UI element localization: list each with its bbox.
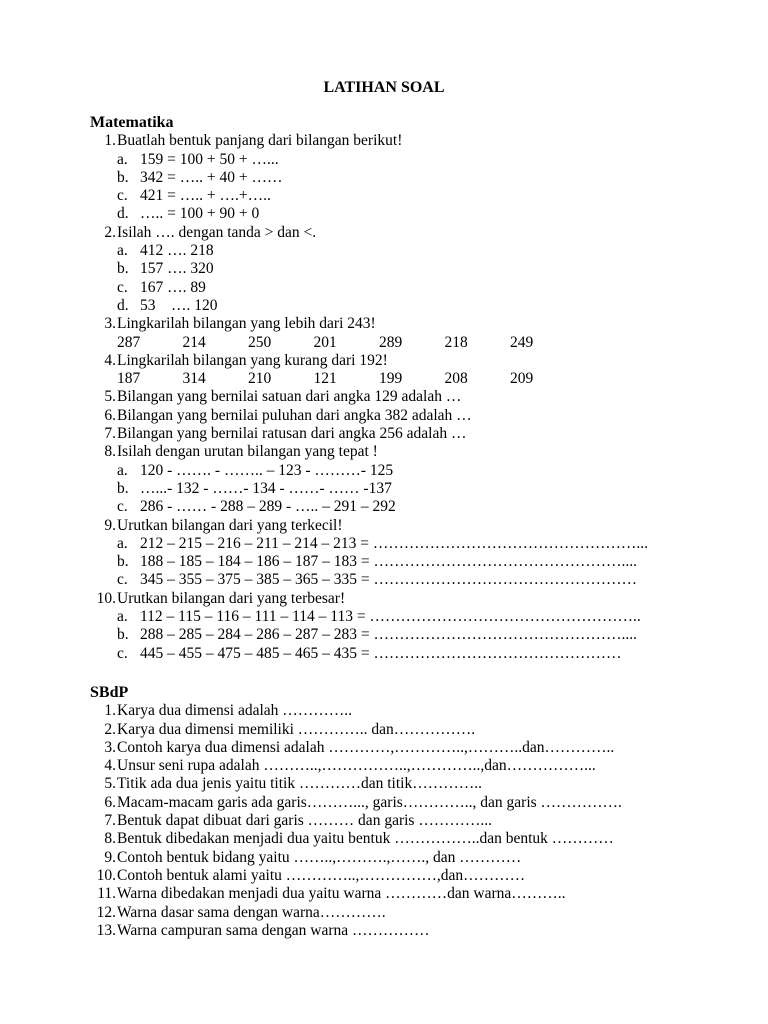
sbdp-question xyxy=(90,885,730,903)
number-option: 121 xyxy=(313,370,337,388)
question-text: Warna dibedakan menjadi dua yaitu warna …………dan warna……….. xyxy=(117,885,566,903)
sub-item xyxy=(90,626,730,644)
number-option: 250 xyxy=(248,333,272,351)
sub-item-mark: a. xyxy=(117,150,128,168)
question-number: 4. xyxy=(104,351,116,369)
question-number: 9. xyxy=(104,848,116,866)
sub-item-mark: a. xyxy=(117,608,128,626)
sub-item xyxy=(90,608,730,626)
sub-item-text: 188 – 185 – 184 – 186 – 187 – 183 = ………………………………………….... xyxy=(140,553,637,571)
number-option: 201 xyxy=(313,333,337,351)
question-text: Titik ada dua jenis yaitu titik …………dan titik………….. xyxy=(117,775,482,793)
sub-item-text: 167 …. 89 xyxy=(140,278,206,296)
sub-item-mark: c. xyxy=(117,571,128,589)
matematika-section xyxy=(90,114,730,663)
question-number: 6. xyxy=(104,406,116,424)
sub-item-text: ….. = 100 + 90 + 0 xyxy=(140,205,260,223)
question-text: Macam-macam garis ada garis………..., garis………….., dan garis ……………. xyxy=(117,793,622,811)
question-number: 10. xyxy=(96,589,116,607)
number-option: 187 xyxy=(117,370,141,388)
sub-item xyxy=(90,553,730,571)
question-text: Lingkarilah bilangan yang lebih dari 243! xyxy=(117,315,376,333)
question-number: 5. xyxy=(104,775,116,793)
question-text: Bentuk dapat dibuat dari garis ……… dan garis …………... xyxy=(117,812,492,830)
sub-item-text: 345 – 355 – 375 – 385 – 365 – 335 = …………………………………………… xyxy=(140,571,637,589)
question-3 xyxy=(90,315,730,333)
sub-item xyxy=(90,462,730,480)
number-option: 208 xyxy=(444,370,468,388)
sub-item-mark: d. xyxy=(117,205,129,223)
number-option: 314 xyxy=(182,370,206,388)
sbdp-question xyxy=(90,757,730,775)
sub-item xyxy=(90,169,730,187)
question-text: Bilangan yang bernilai satuan dari angka 129 adalah … xyxy=(117,388,462,406)
question-9 xyxy=(90,517,730,535)
sub-item-text: 53 …. 120 xyxy=(140,296,218,314)
page-title: LATIHAN SOAL xyxy=(323,79,445,96)
sub-item xyxy=(90,498,730,516)
question-number: 7. xyxy=(104,812,116,830)
sub-item-mark: b. xyxy=(117,553,129,571)
sub-item-mark: b. xyxy=(117,168,129,186)
sub-item xyxy=(90,571,730,589)
sub-item xyxy=(90,205,730,223)
sub-item-mark: c. xyxy=(117,278,128,296)
question-number: 7. xyxy=(104,425,116,443)
sub-item-text: 288 – 285 – 284 – 286 – 287 – 283 = ………………………………………….... xyxy=(140,626,637,644)
question-8 xyxy=(90,443,730,461)
question-6 xyxy=(90,407,730,425)
question-text: Unsur seni rupa adalah ………..,……………..,…………..,dan……………... xyxy=(117,757,596,775)
question-text: Bentuk dibedakan menjadi dua yaitu bentuk ……………..dan bentuk ………… xyxy=(117,830,614,848)
question-number: 4. xyxy=(104,757,116,775)
sub-item-text: 157 …. 320 xyxy=(140,260,214,278)
question-number: 8. xyxy=(104,830,116,848)
sbdp-question xyxy=(90,702,730,720)
question-number: 2. xyxy=(104,720,116,738)
number-options-row xyxy=(90,370,730,388)
question-number: 2. xyxy=(104,223,116,241)
sub-item-text: 445 – 455 – 475 – 485 – 465 – 435 = ………………………………………… xyxy=(140,644,622,662)
sbdp-section xyxy=(90,684,730,940)
sub-item xyxy=(90,151,730,169)
sbdp-question xyxy=(90,739,730,757)
number-option: 209 xyxy=(510,370,534,388)
sub-item-text: 412 …. 218 xyxy=(140,242,214,260)
number-option: 218 xyxy=(444,333,468,351)
sub-item xyxy=(90,187,730,205)
sub-item-mark: d. xyxy=(117,296,129,314)
sub-item xyxy=(90,645,730,663)
question-number: 5. xyxy=(104,388,116,406)
question-number: 9. xyxy=(104,516,116,534)
number-option: 249 xyxy=(510,333,534,351)
question-number: 11. xyxy=(97,885,116,903)
sbdp-question xyxy=(90,775,730,793)
sub-item-text: 120 - ……. - …….. – 123 - ………- 125 xyxy=(140,461,394,479)
question-number: 12. xyxy=(96,903,116,921)
sbdp-heading: SBdP xyxy=(90,684,129,701)
sub-item xyxy=(90,260,730,278)
sub-item-mark: a. xyxy=(117,461,128,479)
question-text: Warna campuran sama dengan warna …………… xyxy=(117,921,430,939)
question-number: 3. xyxy=(104,738,116,756)
question-10 xyxy=(90,590,730,608)
sub-item-mark: c. xyxy=(117,644,128,662)
question-text: Bilangan yang bernilai ratusan dari angka 256 adalah … xyxy=(117,425,467,443)
sbdp-question xyxy=(90,721,730,739)
question-4 xyxy=(90,352,730,370)
sub-item xyxy=(90,242,730,260)
sub-item-text: 112 – 115 – 116 – 111 – 114 – 113 = …………………………………………….. xyxy=(140,608,641,626)
sub-item-text: 212 – 215 – 216 – 211 – 214 – 213 = ……………………………………………... xyxy=(140,534,649,552)
question-7 xyxy=(90,425,730,443)
sub-item-mark: c. xyxy=(117,498,128,516)
question-5 xyxy=(90,388,730,406)
question-text: Urutkan bilangan dari yang terkecil! xyxy=(117,516,343,534)
number-option: 287 xyxy=(117,333,141,351)
sub-item xyxy=(90,480,730,498)
number-option: 199 xyxy=(379,370,403,388)
sub-item-text: 286 - …… - 288 – 289 - ….. – 291 – 292 xyxy=(140,498,396,516)
question-number: 13. xyxy=(96,921,116,939)
question-2 xyxy=(90,224,730,242)
sub-item-text: 421 = ….. + ….+….. xyxy=(140,187,271,205)
number-options-row xyxy=(90,334,730,352)
question-number: 3. xyxy=(104,315,116,333)
sub-item-mark: a. xyxy=(117,534,128,552)
question-text: Contoh karya dua dimensi adalah …………,…………..,………..dan………….. xyxy=(117,738,615,756)
sbdp-question xyxy=(90,812,730,830)
sbdp-question xyxy=(90,904,730,922)
sbdp-question xyxy=(90,830,730,848)
question-text: Karya dua dimensi memiliki ………….. dan……………. xyxy=(117,720,476,738)
question-1 xyxy=(90,132,730,150)
question-text: Contoh bentuk bidang yaitu ……..,……….,……., dan ………… xyxy=(117,848,522,866)
question-text: Urutkan bilangan dari yang terbesar! xyxy=(117,589,346,607)
sub-item-mark: c. xyxy=(117,187,128,205)
sbdp-question xyxy=(90,849,730,867)
question-text: Warna dasar sama dengan warna…………. xyxy=(117,903,386,921)
matematika-heading: Matematika xyxy=(90,114,174,131)
number-option: 214 xyxy=(182,333,206,351)
sub-item-mark: a. xyxy=(117,242,128,260)
sbdp-question xyxy=(90,794,730,812)
number-option: 210 xyxy=(248,370,272,388)
sub-item xyxy=(90,535,730,553)
question-number: 1. xyxy=(104,702,116,720)
sbdp-question xyxy=(90,867,730,885)
sub-item-text: …...- 132 - ……- 134 - ……- …… -137 xyxy=(140,479,392,497)
question-text: Karya dua dimensi adalah ………….. xyxy=(117,702,353,720)
sub-item-mark: b. xyxy=(117,626,129,644)
sub-item-text: 342 = ….. + 40 + …… xyxy=(140,168,283,186)
question-text: Buatlah bentuk panjang dari bilangan berikut! xyxy=(117,132,403,150)
question-text: Isilah dengan urutan bilangan yang tepat ! xyxy=(117,443,378,461)
sub-item-mark: b. xyxy=(117,260,129,278)
question-text: Bilangan yang bernilai puluhan dari angka 382 adalah … xyxy=(117,406,472,424)
question-text: Contoh bentuk alami yaitu …………..,……………,dan………… xyxy=(117,866,526,884)
question-text: Isilah …. dengan tanda > dan <. xyxy=(117,223,317,241)
sub-item xyxy=(90,297,730,315)
question-number: 8. xyxy=(104,443,116,461)
question-number: 10. xyxy=(96,866,116,884)
sub-item-text: 159 = 100 + 50 + …... xyxy=(140,150,279,168)
question-number: 6. xyxy=(104,793,116,811)
sub-item xyxy=(90,279,730,297)
sbdp-question xyxy=(90,922,730,940)
sub-item-mark: b. xyxy=(117,479,129,497)
question-text: Lingkarilah bilangan yang kurang dari 192! xyxy=(117,351,388,369)
number-option: 289 xyxy=(379,333,403,351)
question-number: 1. xyxy=(104,132,116,150)
